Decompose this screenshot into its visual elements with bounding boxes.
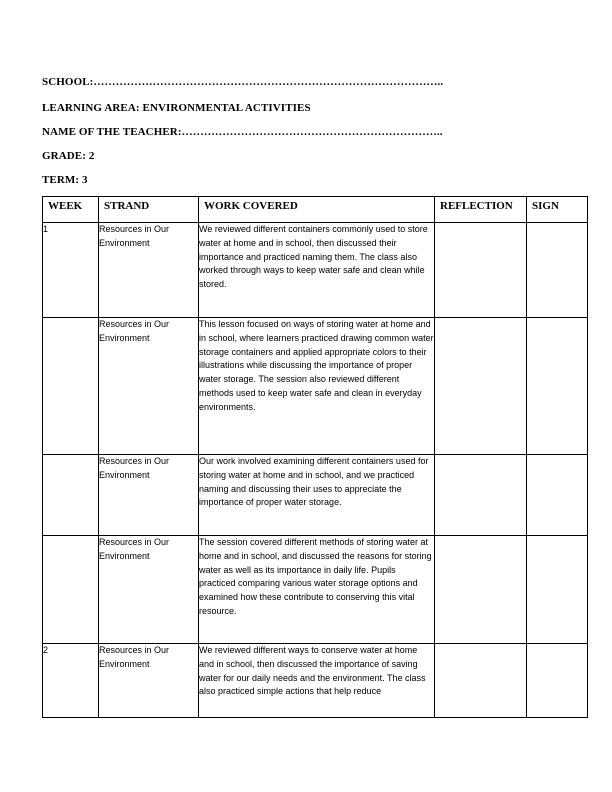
col-header-strand: STRAND — [99, 197, 199, 223]
reflection-cell — [435, 536, 527, 644]
strand-cell: Resources in Our Environment — [99, 455, 199, 536]
records-of-work-table — [42, 196, 588, 718]
sign-cell — [527, 318, 588, 455]
grade-line: GRADE: 2 — [42, 150, 95, 162]
reflection-cell — [435, 318, 527, 455]
table-row — [43, 455, 588, 536]
table-row — [43, 223, 588, 318]
reflection-cell — [435, 644, 527, 718]
strand-cell: Resources in Our Environment — [99, 318, 199, 455]
week-cell: 1 — [43, 223, 99, 318]
work-covered-cell: The session covered different methods of storing water at home and in school, and discussed the reasons for storing water as well as its importance in daily life. Pupils practiced comparing various water storage options and examined how these contribute to conserving this vital resource. — [199, 536, 435, 644]
table-header-row — [43, 197, 588, 223]
reflection-cell — [435, 455, 527, 536]
week-cell — [43, 318, 99, 455]
table-row — [43, 644, 588, 718]
week-cell — [43, 455, 99, 536]
strand-cell: Resources in Our Environment — [99, 223, 199, 318]
sign-cell — [527, 455, 588, 536]
strand-cell: Resources in Our Environment — [99, 536, 199, 644]
table-row — [43, 536, 588, 644]
learning-area-line: LEARNING AREA: ENVIRONMENTAL ACTIVITIES — [42, 102, 311, 114]
work-covered-cell: We reviewed different containers commonly used to store water at home and in school, then discussed their importance and practiced naming them. The class also worked through ways to keep water safe and clean while stored. — [199, 223, 435, 318]
work-covered-cell: We reviewed different ways to conserve water at home and in school, then discussed the importance of saving water for our daily needs and the environment. The class also practiced simple actions that help reduce — [199, 644, 435, 718]
reflection-cell — [435, 223, 527, 318]
work-covered-cell: This lesson focused on ways of storing water at home and in school, where learners practiced drawing common water storage containers and applied appropriate colors to their illustrations while discussing the importance of proper water storage. The session also reviewed different methods used to keep water safe and clean in everyday environments. — [199, 318, 435, 455]
strand-cell: Resources in Our Environment — [99, 644, 199, 718]
term-line: TERM: 3 — [42, 174, 88, 186]
sign-cell — [527, 223, 588, 318]
school-line: SCHOOL:………………………………………………………………………………….. — [42, 76, 444, 88]
teacher-name-line: NAME OF THE TEACHER:…………………………………………………………….. — [42, 126, 443, 138]
sign-cell — [527, 644, 588, 718]
work-covered-cell: Our work involved examining different containers used for storing water at home and in school, and we practiced naming and discussing their uses to appreciate the importance of proper water storage. — [199, 455, 435, 536]
col-header-reflection: REFLECTION — [435, 197, 527, 223]
table-row — [43, 318, 588, 455]
week-cell: 2 — [43, 644, 99, 718]
col-header-work-covered: WORK COVERED — [199, 197, 435, 223]
sign-cell — [527, 536, 588, 644]
col-header-sign: SIGN — [527, 197, 588, 223]
col-header-week: WEEK — [43, 197, 99, 223]
week-cell — [43, 536, 99, 644]
